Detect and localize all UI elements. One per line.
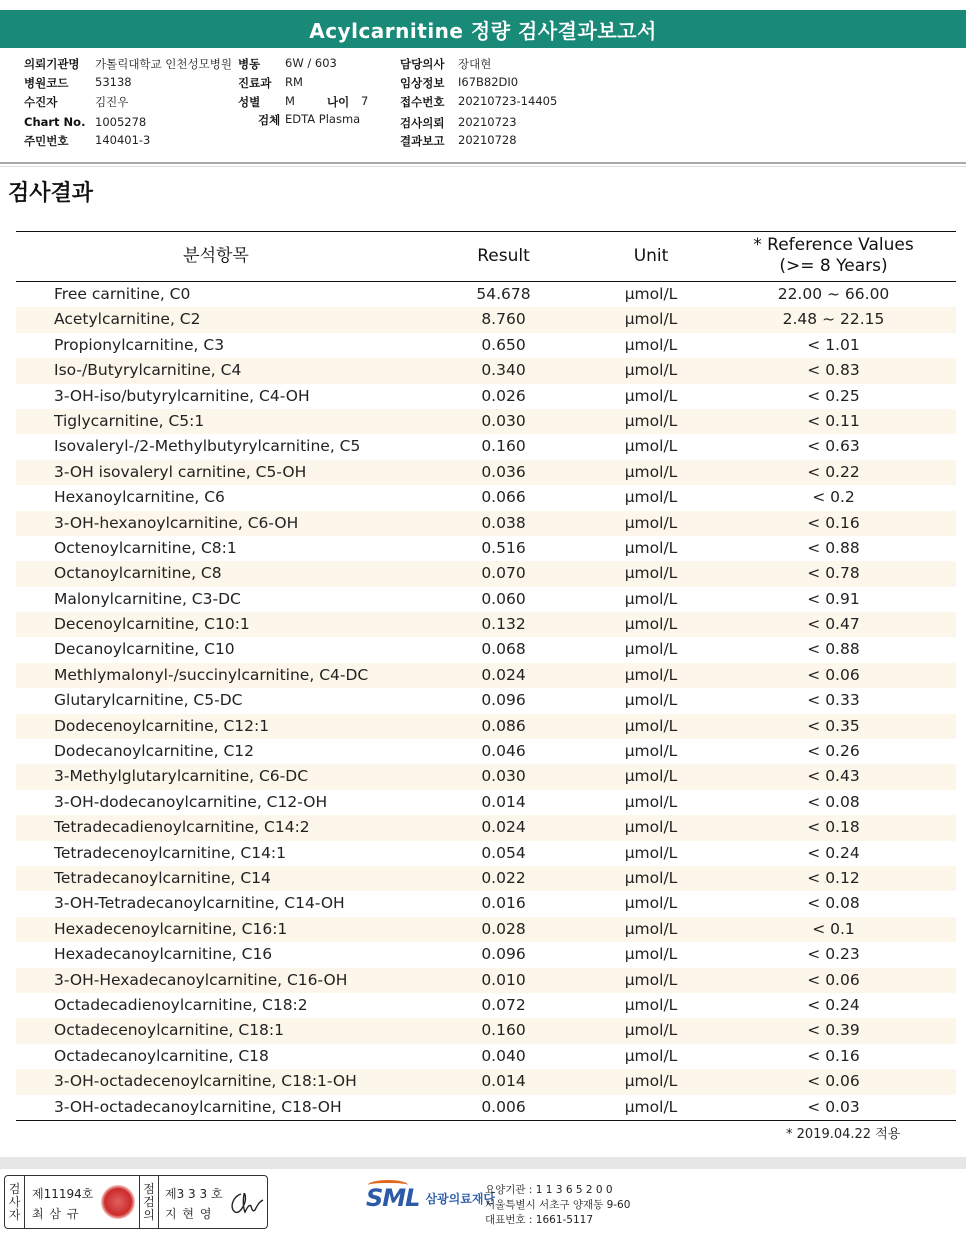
cell-unit: μmol/L bbox=[624, 538, 678, 557]
table-row bbox=[16, 409, 956, 434]
cell-unit: μmol/L bbox=[624, 1097, 678, 1116]
cell-name: Decenoylcarnitine, C10:1 bbox=[54, 615, 250, 634]
cell-result: 0.024 bbox=[481, 818, 526, 837]
cell-unit: μmol/L bbox=[624, 919, 678, 938]
cell-reference: < 0.08 bbox=[807, 894, 860, 913]
cell-result: 0.070 bbox=[481, 564, 526, 583]
table-row bbox=[16, 307, 956, 332]
cell-reference: 2.48 ~ 22.15 bbox=[782, 310, 885, 329]
specimen-label: 검체 bbox=[258, 113, 281, 127]
cell-name: Octanoylcarnitine, C8 bbox=[54, 564, 222, 583]
seal-stamp-icon bbox=[101, 1185, 135, 1219]
cell-unit: μmol/L bbox=[624, 615, 678, 634]
header-reference-line1: * Reference Values bbox=[753, 235, 914, 255]
contact-info bbox=[485, 1183, 630, 1228]
cell-result: 0.096 bbox=[481, 691, 526, 710]
cell-unit: μmol/L bbox=[624, 1021, 678, 1040]
confirmer-number: 제3 3 3 호 bbox=[165, 1187, 223, 1201]
cell-unit: μmol/L bbox=[624, 716, 678, 735]
table-row bbox=[16, 536, 956, 561]
org-name: 삼광의료재단 bbox=[425, 1191, 496, 1206]
cell-unit: μmol/L bbox=[624, 564, 678, 583]
cell-result: 8.760 bbox=[481, 310, 526, 329]
confirmer-label-char: 점 bbox=[143, 1181, 155, 1196]
cell-result: 0.006 bbox=[481, 1097, 526, 1116]
table-row bbox=[16, 841, 956, 866]
cell-reference: < 1.01 bbox=[807, 335, 860, 354]
cell-result: 0.026 bbox=[481, 386, 526, 405]
cell-unit: μmol/L bbox=[624, 285, 678, 303]
cell-name: Octadecenoylcarnitine, C18:1 bbox=[54, 1021, 284, 1040]
cell-result: 0.066 bbox=[481, 488, 526, 507]
hospital-code-label: 병원코드 bbox=[24, 76, 69, 90]
cell-unit: μmol/L bbox=[624, 361, 678, 380]
cell-reference: < 0.23 bbox=[807, 945, 860, 964]
confirmer-vertical-label bbox=[139, 1176, 159, 1228]
signature-box bbox=[4, 1175, 268, 1229]
cell-result: 0.046 bbox=[481, 742, 526, 761]
address: 서울특별시 서초구 양재동 9-60 bbox=[485, 1199, 631, 1211]
cell-unit: μmol/L bbox=[624, 462, 678, 481]
ward-label: 병동 bbox=[238, 57, 261, 71]
cell-reference: < 0.91 bbox=[807, 589, 860, 608]
report-label: 결과보고 bbox=[400, 134, 445, 148]
cell-unit: μmol/L bbox=[624, 1046, 678, 1065]
table-row bbox=[16, 1044, 956, 1069]
cell-reference: < 0.47 bbox=[807, 615, 860, 634]
reference-note: * 2019.04.22 적용 bbox=[786, 1127, 901, 1142]
patient-label: 수진자 bbox=[24, 95, 58, 109]
cell-result: 0.038 bbox=[481, 513, 526, 532]
cell-name: 3-OH-hexanoylcarnitine, C6-OH bbox=[54, 513, 299, 532]
cell-unit: μmol/L bbox=[624, 589, 678, 608]
examiner-number: 제11194호 bbox=[32, 1187, 94, 1201]
cell-reference: < 0.06 bbox=[807, 665, 860, 684]
cell-result: 0.650 bbox=[481, 335, 526, 354]
cell-name: 3-OH-iso/butyrylcarnitine, C4-OH bbox=[54, 386, 310, 405]
cell-unit: μmol/L bbox=[624, 742, 678, 761]
header-reference bbox=[711, 232, 956, 280]
cell-unit: μmol/L bbox=[624, 894, 678, 913]
header-name: 분석항목 bbox=[183, 245, 249, 266]
institution-value: 가톨릭대학교 인천성모병원 bbox=[95, 57, 232, 71]
table-row bbox=[16, 993, 956, 1018]
cell-reference: < 0.22 bbox=[807, 462, 860, 481]
cell-reference: < 0.88 bbox=[807, 640, 860, 659]
cell-name: Hexadecanoylcarnitine, C16 bbox=[54, 945, 273, 964]
cell-reference: < 0.16 bbox=[807, 1046, 860, 1065]
cell-name: 3-OH-octadecanoylcarnitine, C18-OH bbox=[54, 1097, 342, 1116]
resident-label: 주민번호 bbox=[24, 134, 69, 148]
cell-name: 3-OH isovaleryl carnitine, C5-OH bbox=[54, 462, 307, 481]
cell-unit: μmol/L bbox=[624, 792, 678, 811]
cell-unit: μmol/L bbox=[624, 818, 678, 837]
cell-result: 0.030 bbox=[481, 767, 526, 786]
ward-value: 6W / 603 bbox=[285, 56, 337, 70]
cell-unit: μmol/L bbox=[624, 1072, 678, 1091]
cell-unit: μmol/L bbox=[624, 386, 678, 405]
info-row-1 bbox=[24, 56, 954, 74]
cell-name: Hexanoylcarnitine, C6 bbox=[54, 488, 225, 507]
age-label: 나이 bbox=[327, 95, 350, 109]
sex-value: M bbox=[285, 94, 295, 108]
table-row bbox=[16, 637, 956, 662]
examiner-label-char: 자 bbox=[8, 1207, 21, 1222]
table-row bbox=[16, 968, 956, 993]
report-value: 20210728 bbox=[458, 133, 517, 147]
table-row bbox=[16, 358, 956, 383]
cell-name: Free carnitine, C0 bbox=[54, 285, 191, 303]
table-row bbox=[16, 891, 956, 916]
cell-reference: < 0.25 bbox=[807, 386, 860, 405]
confirmer-label-char: 의 bbox=[143, 1207, 155, 1222]
cell-unit: μmol/L bbox=[624, 488, 678, 507]
chart-label: Chart No. bbox=[24, 115, 86, 129]
cell-result: 0.072 bbox=[481, 995, 526, 1014]
cell-reference: < 0.83 bbox=[807, 361, 860, 380]
cell-unit: μmol/L bbox=[624, 868, 678, 887]
cell-result: 0.516 bbox=[481, 538, 526, 557]
cell-reference: < 0.06 bbox=[807, 970, 860, 989]
table-header bbox=[16, 231, 956, 282]
cell-unit: μmol/L bbox=[624, 945, 678, 964]
table-row bbox=[16, 739, 956, 764]
header-unit: Unit bbox=[633, 245, 669, 266]
table-row bbox=[16, 1095, 956, 1120]
table-row bbox=[16, 1018, 956, 1043]
cell-name: Acetylcarnitine, C2 bbox=[54, 310, 201, 329]
results-table bbox=[16, 231, 956, 1121]
phone: 대표번호 : 1661-5117 bbox=[485, 1214, 594, 1226]
cell-name: Decanoylcarnitine, C10 bbox=[54, 640, 235, 659]
examiner-vertical-label bbox=[5, 1176, 25, 1228]
cell-reference: < 0.26 bbox=[807, 742, 860, 761]
cell-reference: < 0.08 bbox=[807, 792, 860, 811]
cell-reference: < 0.24 bbox=[807, 843, 860, 862]
cell-result: 0.096 bbox=[481, 945, 526, 964]
hospital-code-value: 53138 bbox=[95, 75, 132, 89]
cell-reference: < 0.24 bbox=[807, 995, 860, 1014]
care-code: 요양기관 : 1 1 3 6 5 2 0 0 bbox=[485, 1184, 613, 1196]
cell-name: Propionylcarnitine, C3 bbox=[54, 335, 225, 354]
cell-unit: μmol/L bbox=[624, 335, 678, 354]
confirmer-label-char: 검 bbox=[143, 1194, 155, 1209]
cell-name: Methlymalonyl-/succinylcarnitine, C4-DC bbox=[54, 665, 369, 684]
table-row bbox=[16, 815, 956, 840]
cell-name: Isovaleryl-/2-Methylbutyrylcarnitine, C5 bbox=[54, 437, 361, 456]
cell-unit: μmol/L bbox=[624, 513, 678, 532]
cell-name: Malonylcarnitine, C3-DC bbox=[54, 589, 241, 608]
cell-result: 0.054 bbox=[481, 843, 526, 862]
cell-name: Hexadecenoylcarnitine, C16:1 bbox=[54, 919, 288, 938]
logo-swoosh-icon bbox=[368, 1180, 408, 1190]
table-row bbox=[16, 942, 956, 967]
info-row-4 bbox=[24, 112, 954, 133]
dept-value: RM bbox=[285, 75, 303, 89]
table-body bbox=[16, 282, 956, 1120]
cell-reference: < 0.39 bbox=[807, 1021, 860, 1040]
info-row-5 bbox=[24, 133, 954, 151]
table-row bbox=[16, 511, 956, 536]
cell-name: 3-OH-octadecenoylcarnitine, C18:1-OH bbox=[54, 1072, 357, 1091]
report-title: Acylcarnitine 정량 검사결과보고서 bbox=[309, 18, 657, 43]
cell-name: 3-OH-Tetradecanoylcarnitine, C14-OH bbox=[54, 894, 345, 913]
cell-reference: < 0.03 bbox=[807, 1097, 860, 1116]
table-row bbox=[16, 1069, 956, 1094]
cell-reference: < 0.43 bbox=[807, 767, 860, 786]
table-row bbox=[16, 587, 956, 612]
table-row bbox=[16, 688, 956, 713]
cell-result: 0.014 bbox=[481, 1072, 526, 1091]
institution-label: 의뢰기관명 bbox=[24, 57, 80, 71]
cell-name: Tetradecanoylcarnitine, C14 bbox=[54, 868, 271, 887]
cell-unit: μmol/L bbox=[624, 310, 678, 329]
cell-name: Dodecenoylcarnitine, C12:1 bbox=[54, 716, 270, 735]
cell-unit: μmol/L bbox=[624, 437, 678, 456]
cell-name: Glutarylcarnitine, C5-DC bbox=[54, 691, 243, 710]
divider bbox=[0, 162, 966, 164]
request-value: 20210723 bbox=[458, 115, 517, 129]
doctor-label: 담당의사 bbox=[400, 57, 445, 71]
cell-unit: μmol/L bbox=[624, 767, 678, 786]
header-result: Result bbox=[477, 245, 530, 266]
table-bottom-rule bbox=[16, 1120, 956, 1121]
table-row bbox=[16, 790, 956, 815]
cell-reference: < 0.35 bbox=[807, 716, 860, 735]
dept-label: 진료과 bbox=[238, 76, 272, 90]
cell-unit: μmol/L bbox=[624, 843, 678, 862]
age-value: 7 bbox=[361, 94, 369, 108]
table-row bbox=[16, 460, 956, 485]
divider-thin bbox=[0, 166, 966, 167]
cell-reference: < 0.18 bbox=[807, 818, 860, 837]
cell-reference: 22.00 ~ 66.00 bbox=[777, 285, 890, 303]
cell-name: Dodecanoylcarnitine, C12 bbox=[54, 742, 254, 761]
doctor-value: 장대현 bbox=[458, 57, 492, 71]
cell-name: Octadecadienoylcarnitine, C18:2 bbox=[54, 995, 308, 1014]
info-row-3 bbox=[24, 94, 954, 112]
cell-reference: < 0.06 bbox=[807, 1072, 860, 1091]
cell-reference: < 0.12 bbox=[807, 868, 860, 887]
cell-unit: μmol/L bbox=[624, 665, 678, 684]
footer-band bbox=[0, 1157, 966, 1169]
logo-text: SML bbox=[366, 1184, 420, 1212]
cell-result: 0.340 bbox=[481, 361, 526, 380]
table-row bbox=[16, 917, 956, 942]
clinical-value: I67B82DI0 bbox=[458, 75, 519, 89]
table-row bbox=[16, 866, 956, 891]
cell-name: 3-OH-Hexadecanoylcarnitine, C16-OH bbox=[54, 970, 348, 989]
cell-result: 54.678 bbox=[476, 285, 531, 303]
cell-result: 0.160 bbox=[481, 1021, 526, 1040]
report-title-bar bbox=[0, 10, 966, 48]
sex-label: 성별 bbox=[238, 95, 261, 109]
header-reference-line2: (>= 8 Years) bbox=[779, 256, 888, 276]
cell-reference: < 0.2 bbox=[812, 488, 855, 507]
cell-unit: μmol/L bbox=[624, 640, 678, 659]
info-row-2 bbox=[24, 75, 954, 93]
cell-result: 0.036 bbox=[481, 462, 526, 481]
cell-name: 3-Methylglutarylcarnitine, C6-DC bbox=[54, 767, 309, 786]
table-row bbox=[16, 561, 956, 586]
examiner-label-char: 사 bbox=[8, 1194, 21, 1209]
request-label: 검사의뢰 bbox=[400, 116, 445, 130]
examiner-name: 최 삼 규 bbox=[32, 1207, 80, 1221]
cell-reference: < 0.78 bbox=[807, 564, 860, 583]
table-row bbox=[16, 764, 956, 789]
cell-name: Tiglycarnitine, C5:1 bbox=[54, 411, 205, 430]
cell-name: 3-OH-dodecanoylcarnitine, C12-OH bbox=[54, 792, 328, 811]
table-row bbox=[16, 612, 956, 637]
cell-result: 0.068 bbox=[481, 640, 526, 659]
table-row bbox=[16, 714, 956, 739]
cell-result: 0.030 bbox=[481, 411, 526, 430]
resident-value: 140401-3 bbox=[95, 133, 151, 147]
signature-icon bbox=[227, 1186, 265, 1220]
section-title: 검사결과 bbox=[8, 181, 94, 206]
receipt-label: 접수번호 bbox=[400, 95, 445, 109]
cell-reference: < 0.11 bbox=[807, 411, 860, 430]
table-row bbox=[16, 663, 956, 688]
cell-name: Tetradecenoylcarnitine, C14:1 bbox=[54, 843, 287, 862]
cell-reference: < 0.63 bbox=[807, 437, 860, 456]
cell-reference: < 0.16 bbox=[807, 513, 860, 532]
cell-reference: < 0.88 bbox=[807, 538, 860, 557]
chart-value: 1005278 bbox=[95, 115, 147, 129]
table-row bbox=[16, 485, 956, 510]
cell-result: 0.016 bbox=[481, 894, 526, 913]
table-row bbox=[16, 384, 956, 409]
table-row bbox=[16, 282, 956, 307]
cell-unit: μmol/L bbox=[624, 995, 678, 1014]
confirmer-name: 지 현 영 bbox=[165, 1207, 213, 1221]
receipt-value: 20210723-14405 bbox=[458, 94, 558, 108]
patient-value: 김진우 bbox=[95, 95, 129, 109]
cell-result: 0.022 bbox=[481, 868, 526, 887]
cell-name: Tetradecadienoylcarnitine, C14:2 bbox=[54, 818, 310, 837]
cell-result: 0.014 bbox=[481, 792, 526, 811]
patient-info bbox=[24, 56, 954, 156]
sml-logo bbox=[366, 1184, 495, 1212]
cell-name: Iso-/Butyrylcarnitine, C4 bbox=[54, 361, 242, 380]
cell-result: 0.040 bbox=[481, 1046, 526, 1065]
table-row bbox=[16, 333, 956, 358]
cell-unit: μmol/L bbox=[624, 691, 678, 710]
cell-reference: < 0.33 bbox=[807, 691, 860, 710]
cell-name: Octadecanoylcarnitine, C18 bbox=[54, 1046, 269, 1065]
table-row bbox=[16, 434, 956, 459]
cell-result: 0.086 bbox=[481, 716, 526, 735]
clinical-label: 임상정보 bbox=[400, 76, 445, 90]
cell-result: 0.010 bbox=[481, 970, 526, 989]
cell-unit: μmol/L bbox=[624, 970, 678, 989]
cell-result: 0.060 bbox=[481, 589, 526, 608]
examiner-label-char: 검 bbox=[8, 1181, 21, 1196]
cell-name: Octenoylcarnitine, C8:1 bbox=[54, 538, 237, 557]
cell-result: 0.028 bbox=[481, 919, 526, 938]
cell-unit: μmol/L bbox=[624, 411, 678, 430]
cell-result: 0.132 bbox=[481, 615, 526, 634]
specimen-value: EDTA Plasma bbox=[285, 112, 361, 126]
cell-result: 0.160 bbox=[481, 437, 526, 456]
cell-reference: < 0.1 bbox=[812, 919, 855, 938]
cell-result: 0.024 bbox=[481, 665, 526, 684]
